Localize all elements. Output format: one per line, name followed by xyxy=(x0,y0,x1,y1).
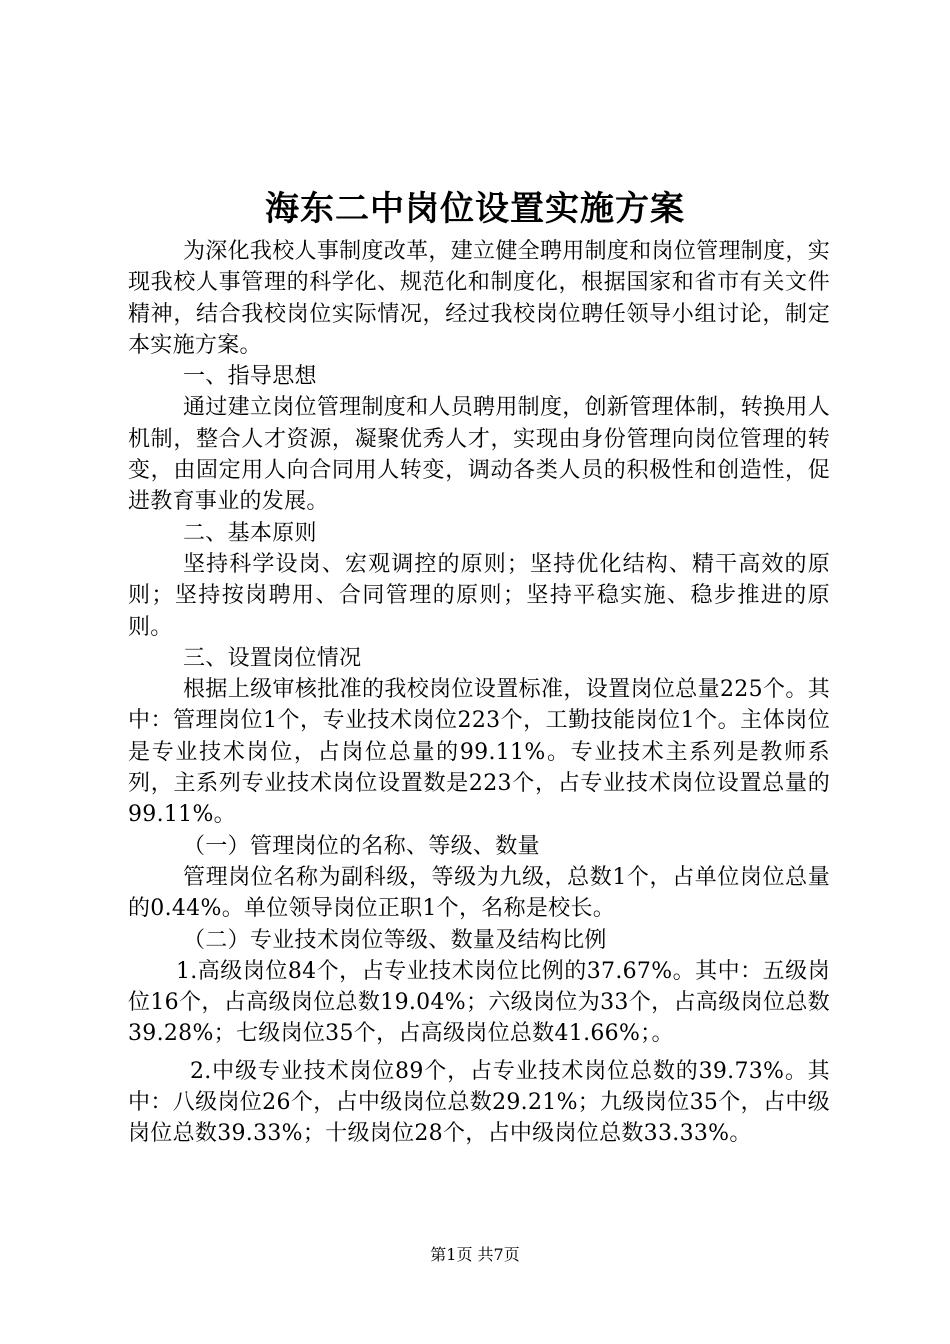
senior-positions-paragraph: 1.高级岗位84个，占专业技术岗位比例的37.67%。其中：五级岗位16个，占高级岗位总数19.04%；六级岗位为33个，占高级岗位总数39.28%；七级岗位35个，占高级岗位总数41.66%；。 xyxy=(128,958,830,1047)
document-body xyxy=(128,236,830,1150)
document-title: 海东二中岗位设置实施方案 xyxy=(265,189,685,229)
page-footer: 第1页 共7页 xyxy=(430,1245,520,1264)
guiding-ideology-paragraph: 通过建立岗位管理制度和人员聘用制度，创新管理体制，转换用人机制，整合人才资源，凝聚优秀人才，实现由身份管理向岗位管理的转变，由固定用人向合同用人转变，调动各类人员的积极性和创造性，促进教育事业的发展。 xyxy=(128,395,830,515)
intermediate-positions-paragraph: 2.中级专业技术岗位89个，占专业技术岗位总数的39.73%。其中：八级岗位26个，占中级岗位总数29.21%；九级岗位35个，占中级岗位总数39.33%；十级岗位28个，占中级岗位总数33.33%。 xyxy=(128,1058,830,1147)
management-positions-paragraph: 管理岗位名称为副科级，等级为九级，总数1个，占单位岗位总量的0.44%。单位领导岗位正职1个，名称是校长。 xyxy=(128,864,830,922)
section-heading-basic-principles: 二、基本原则 xyxy=(183,520,317,546)
subheading-professional-positions: （二）专业技术岗位等级、数量及结构比例 xyxy=(183,927,607,953)
section-heading-position-setup: 三、设置岗位情况 xyxy=(183,645,362,671)
subheading-management-positions: （一）管理岗位的名称、等级、数量 xyxy=(183,833,540,859)
section-heading-guiding-ideology: 一、指导思想 xyxy=(183,364,317,390)
position-setup-paragraph: 根据上级审核批准的我校岗位设置标准，设置岗位总量225个。其中：管理岗位1个，专业技术岗位223个，工勤技能岗位1个。主体岗位是专业技术岗位，占岗位总量的99.11%。专业技术主系列是教师系列，主系列专业技术岗位设置数是223个，占专业技术岗位设置总量的99.11%。 xyxy=(128,677,830,828)
basic-principles-paragraph: 坚持科学设岗、宏观调控的原则；坚持优化结构、精干高效的原则；坚持按岗聘用、合同管理的原则；坚持平稳实施、稳步推进的原则。 xyxy=(128,551,830,640)
intro-paragraph: 为深化我校人事制度改革，建立健全聘用制度和岗位管理制度，实现我校人事管理的科学化、规范化和制度化，根据国家和省市有关文件精神，结合我校岗位实际情况，经过我校岗位聘任领导小组讨论，制定本实施方案。 xyxy=(128,239,830,358)
